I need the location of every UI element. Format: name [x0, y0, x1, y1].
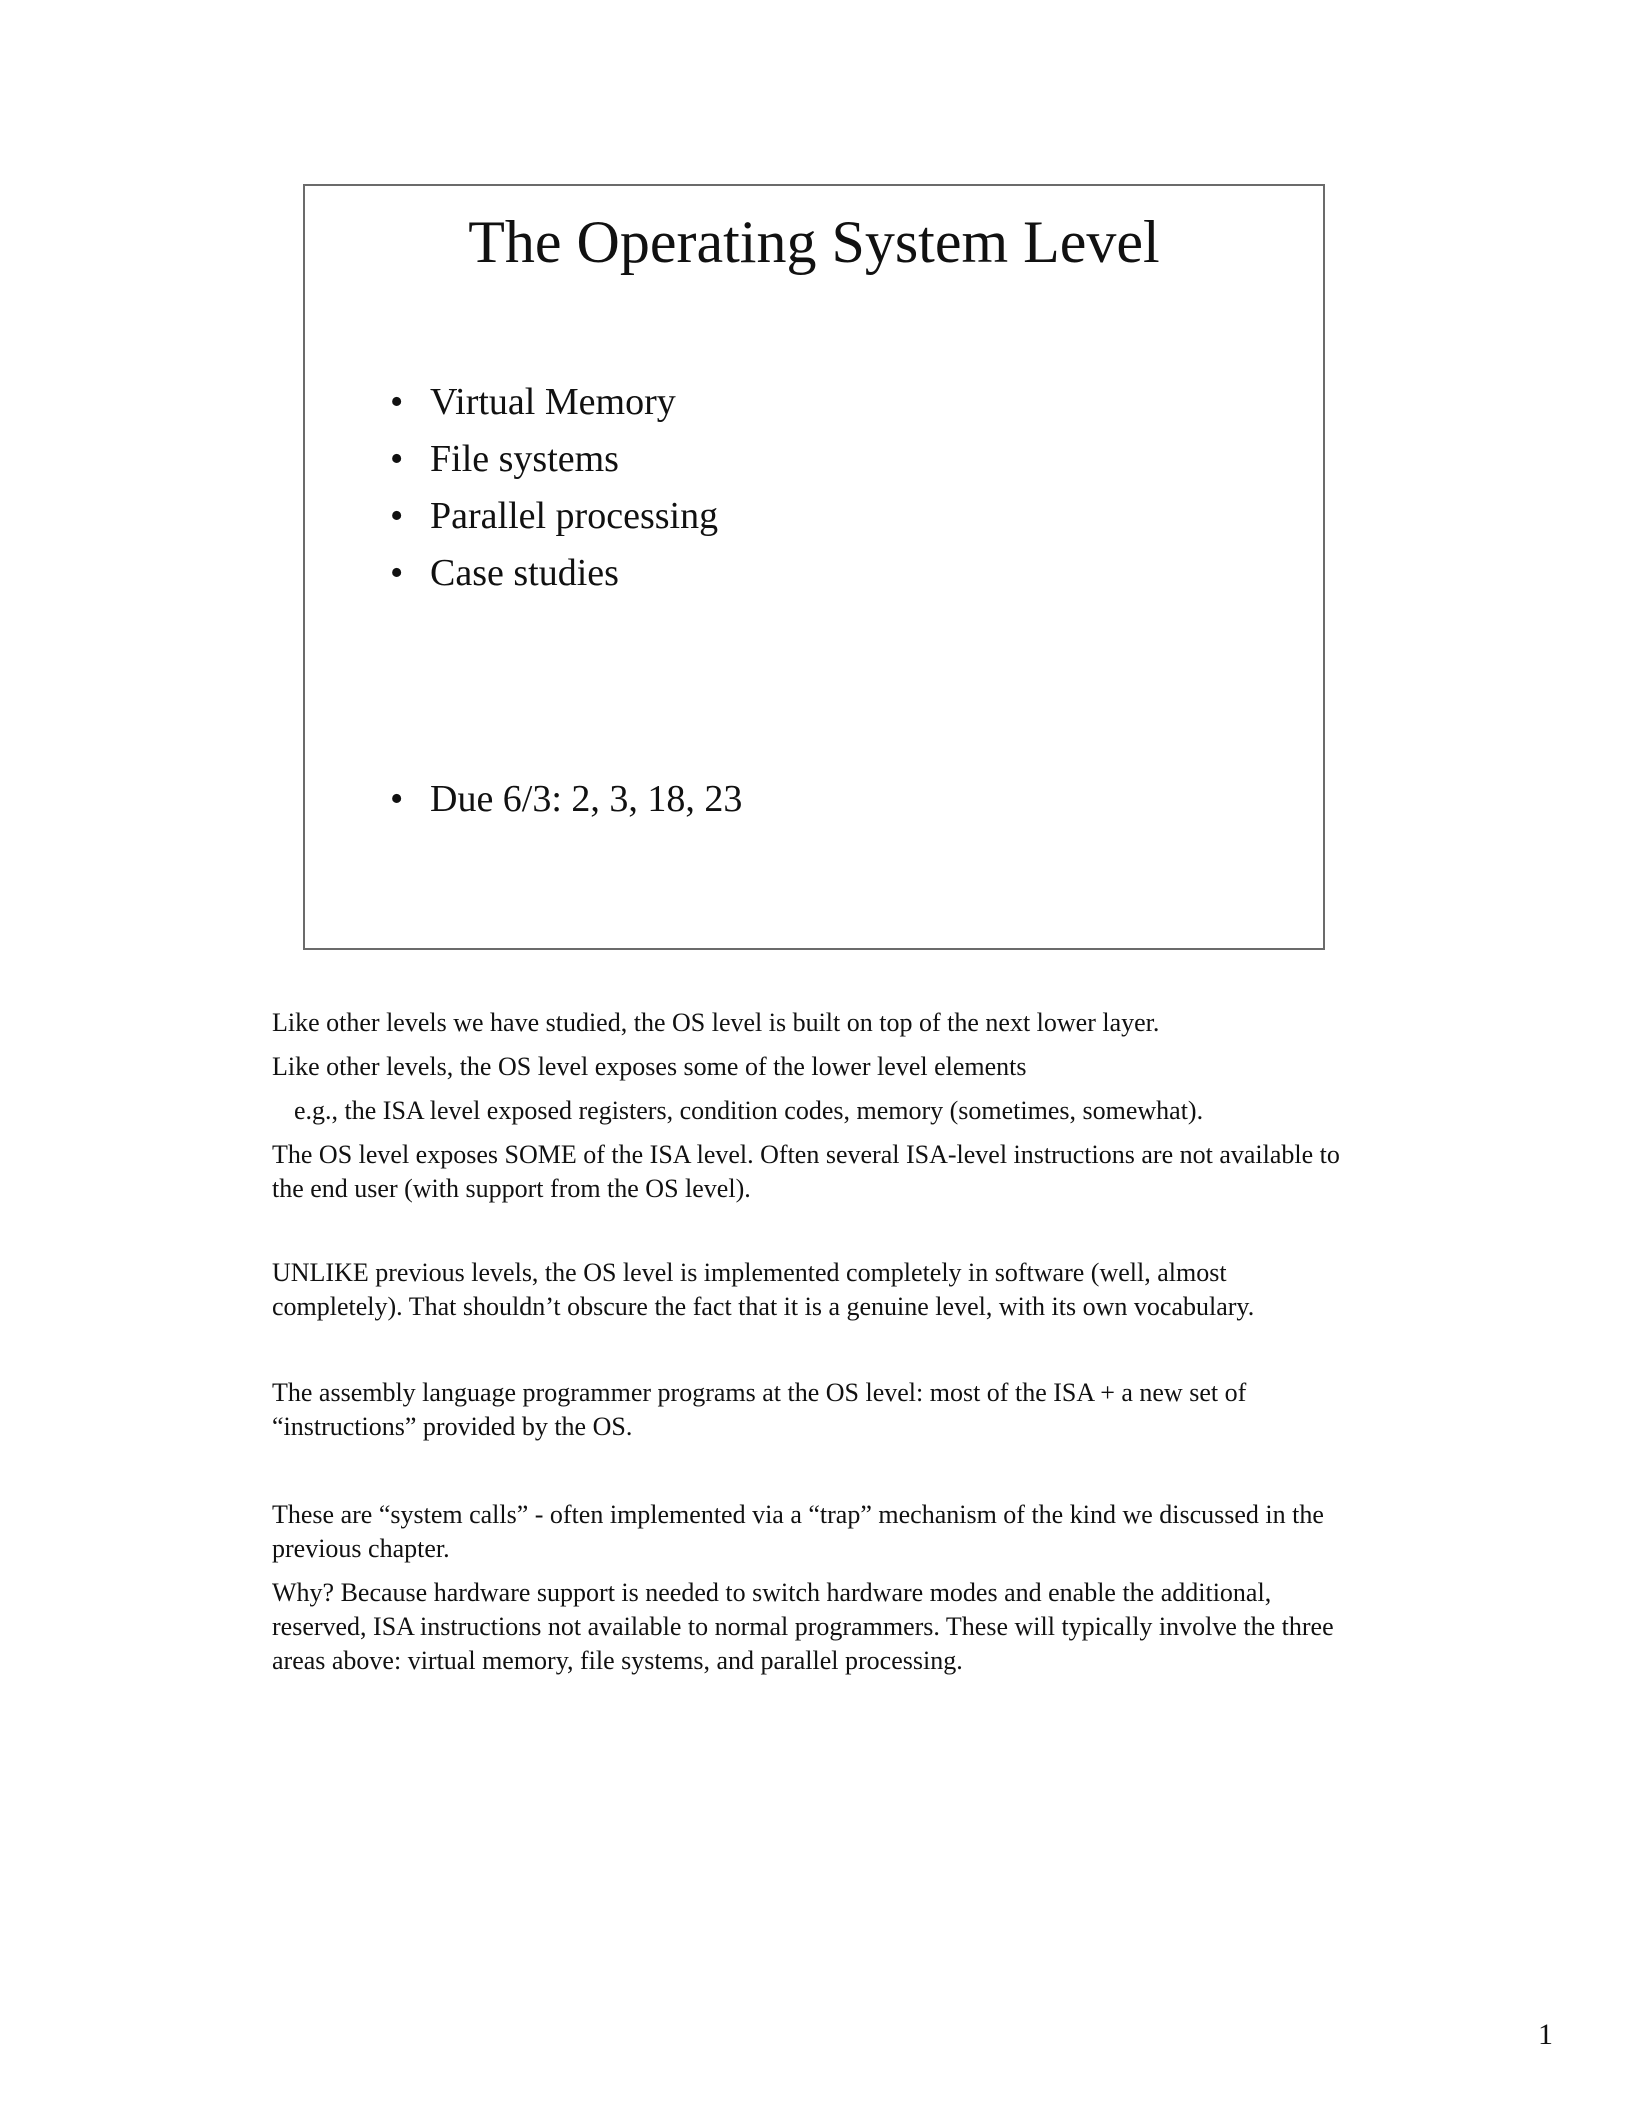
- bullet-list: [390, 374, 718, 602]
- bullet-dot-icon: •: [390, 381, 404, 423]
- notes-paragraph: Like other levels we have studied, the OS level is built on top of the next lower layer.: [272, 1008, 1160, 1037]
- due-label: Due 6/3: 2, 3, 18, 23: [430, 778, 743, 820]
- speaker-notes: [272, 1006, 1362, 1678]
- notes-paragraph: Like other levels, the OS level exposes some of the lower level elements: [272, 1052, 1027, 1081]
- bullet-label: Virtual Memory: [430, 381, 676, 423]
- bullet-item: [390, 488, 718, 545]
- notes-paragraph: The OS level exposes SOME of the ISA level. Often several ISA-level instructions are not available to the end user (with support from the OS level).: [272, 1140, 1340, 1203]
- notes-paragraph: Why? Because hardware support is needed to switch hardware modes and enable the additional, reserved, ISA instructions not available to normal programmers. These will typically involve the three areas above: virtual memory, file systems, and parallel processing.: [272, 1578, 1334, 1675]
- notes-paragraph: The assembly language programmer programs at the OS level: most of the ISA + a new set of “instructions” provided by the OS.: [272, 1378, 1247, 1441]
- slide-title: The Operating System Level: [468, 209, 1160, 275]
- bullet-dot-icon: •: [390, 438, 404, 480]
- bullet-item: [390, 431, 718, 488]
- due-item: [390, 771, 742, 828]
- bullet-item: [390, 545, 718, 602]
- notes-paragraph: UNLIKE previous levels, the OS level is implemented completely in software (well, almost completely). That shouldn’t obscure the fact that it is a genuine level, with its own vocabulary.: [272, 1258, 1255, 1321]
- bullet-label: Parallel processing: [430, 495, 719, 537]
- notes-paragraph: These are “system calls” - often implemented via a “trap” mechanism of the kind we discussed in the previous chapter.: [272, 1500, 1324, 1563]
- slide-frame: [303, 184, 1325, 950]
- bullet-dot-icon: •: [390, 495, 404, 537]
- bullet-label: Case studies: [430, 552, 619, 594]
- notes-paragraph: e.g., the ISA level exposed registers, condition codes, memory (sometimes, somewhat).: [294, 1096, 1204, 1125]
- bullet-dot-icon: •: [390, 778, 404, 820]
- bullet-item: [390, 374, 718, 431]
- bullet-dot-icon: •: [390, 552, 404, 594]
- bullet-label: File systems: [430, 438, 619, 480]
- page-number: 1: [1538, 2018, 1553, 2051]
